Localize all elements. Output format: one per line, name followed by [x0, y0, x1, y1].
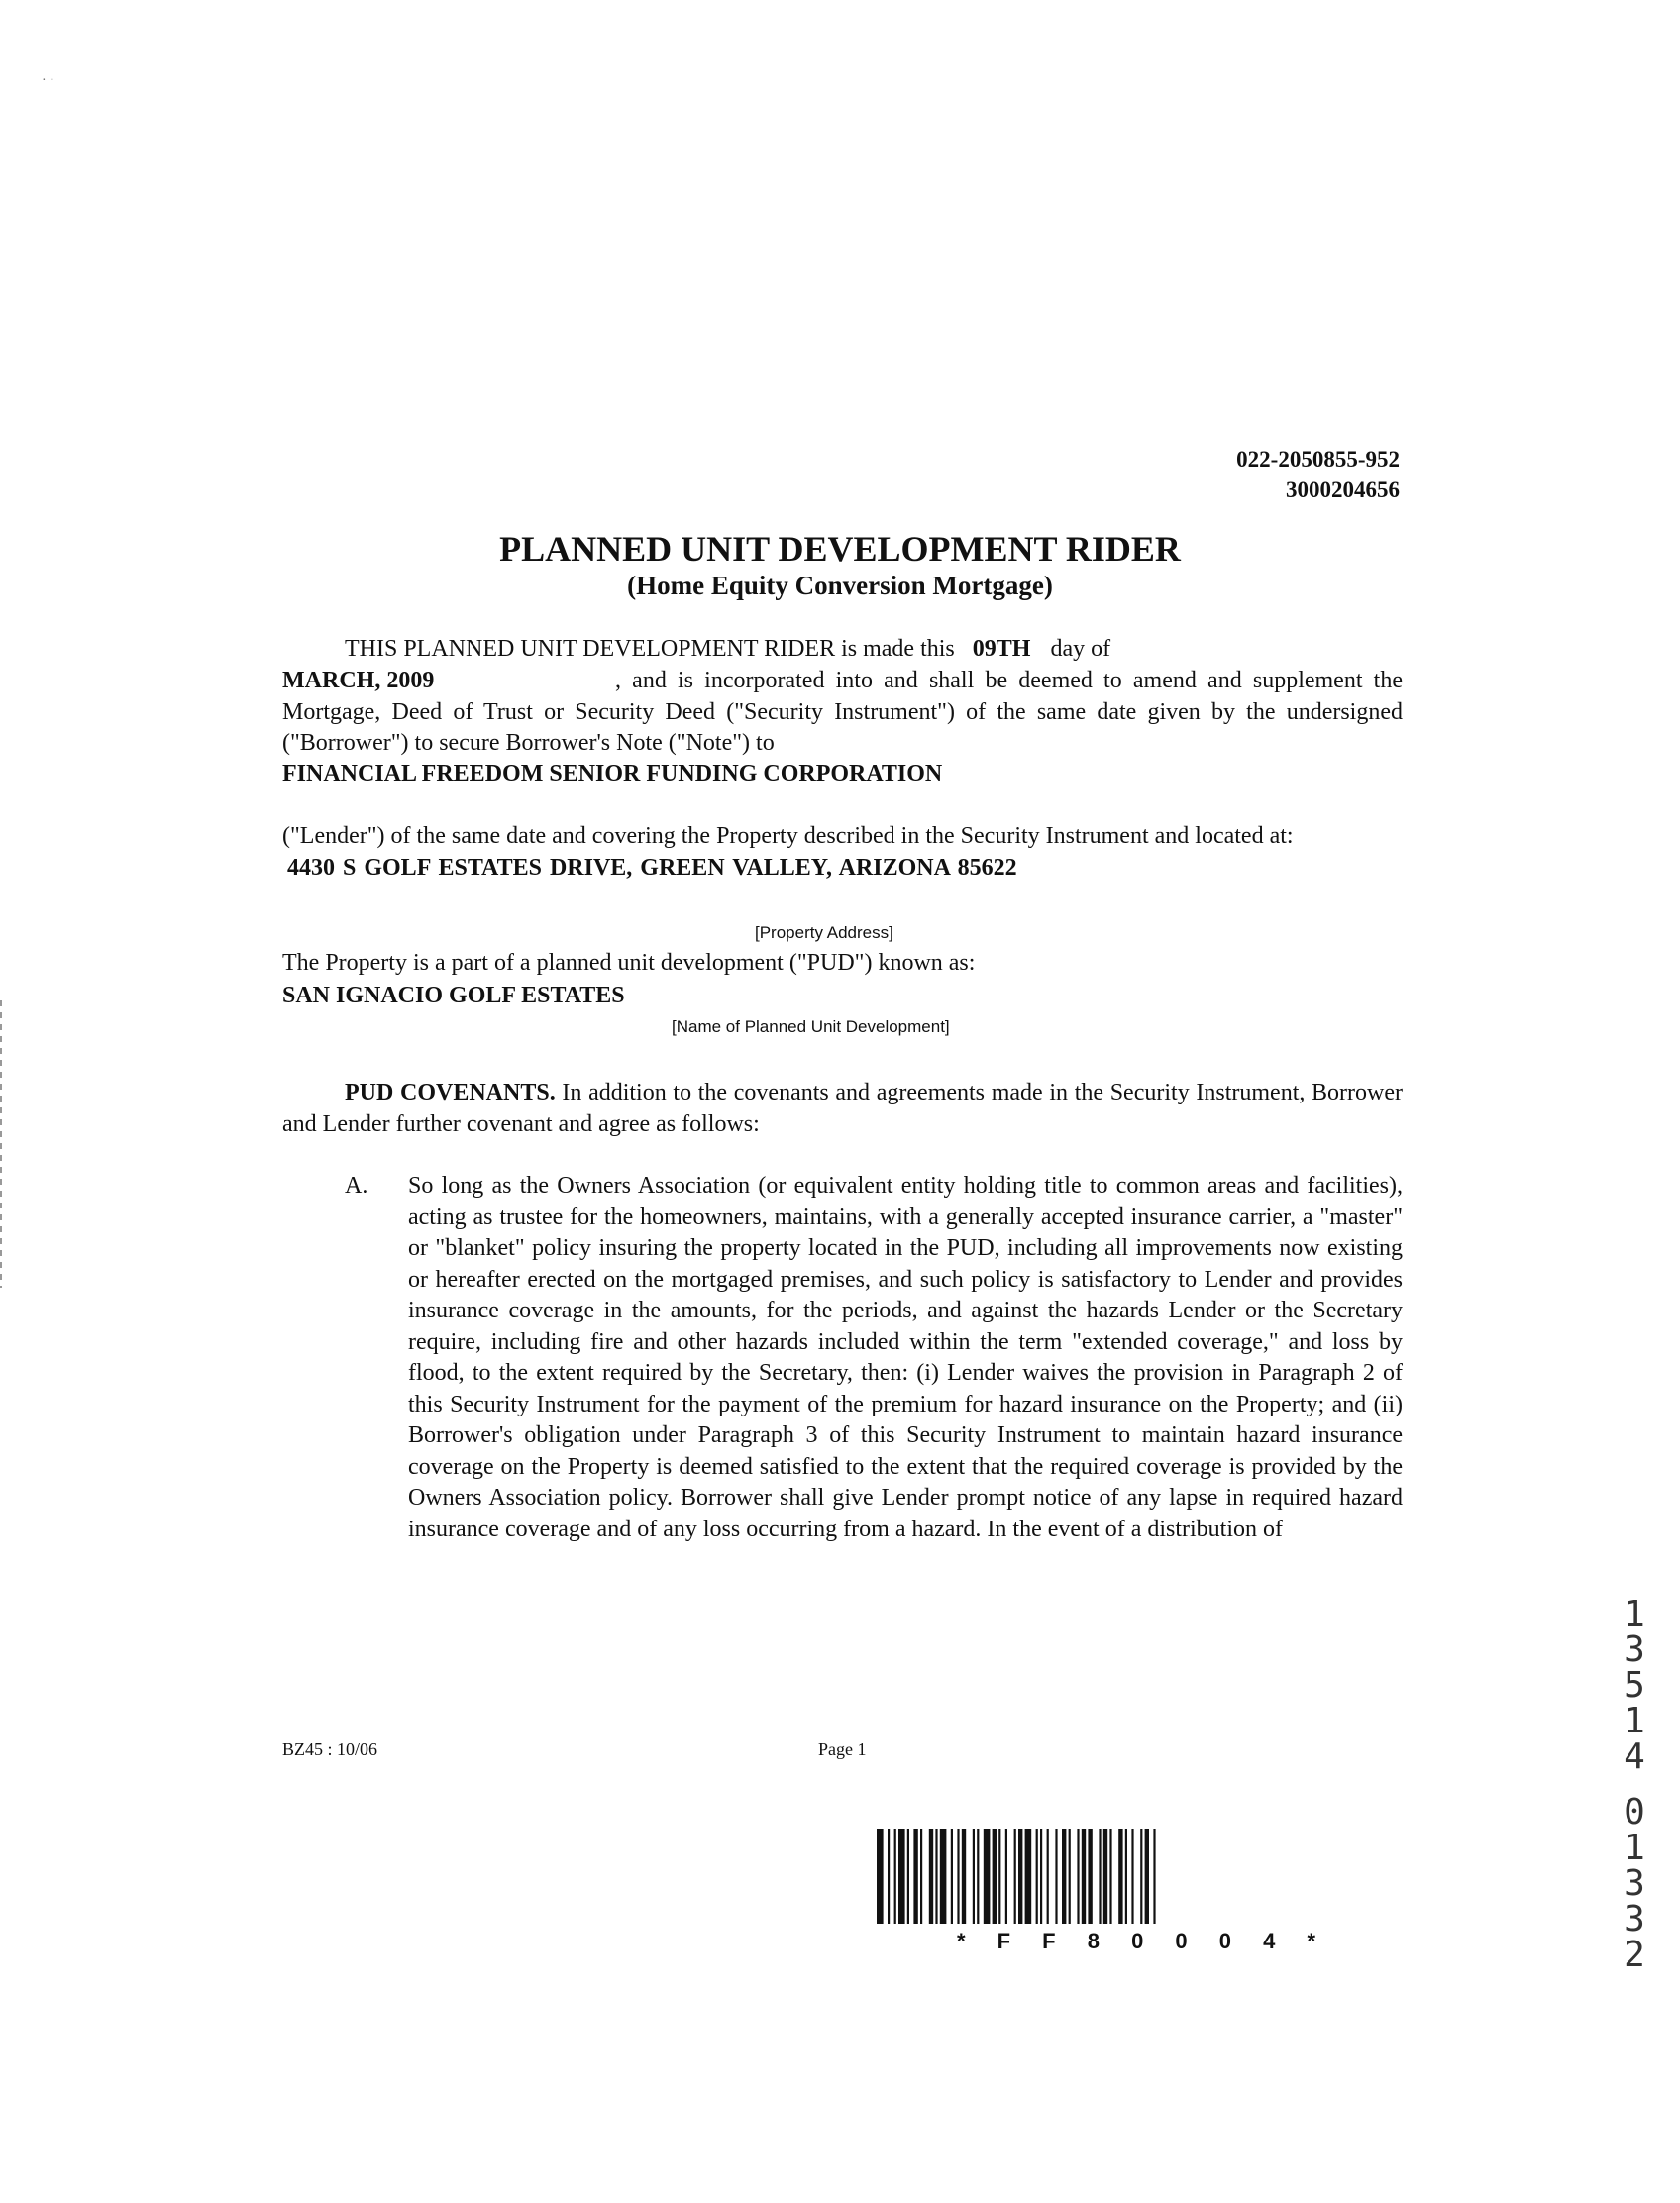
paragraph-a-text: So long as the Owners Association (or equivalent entity holding title to common areas and facilities), acting as trustee for the homeowners, maintains, with a generally accepted insurance carrier, a "master" or "blanket" policy insuring the property located in the PUD, including all improvements now existing or hereafter erected on the mortgaged premises, and such policy is satisfactory to Lender and provides insurance coverage in the amounts, for the periods, and against the hazards Lender or the Secretary require, including fire and other hazards included within the term "extended coverage," and loss by flood, to the extent required by the Secretary, then: (i) Lender waives the provision in Paragraph 2 of this Security Instrument for the payment of the premium for hazard insurance on the Property; and (ii) Borrower's obligation under Paragraph 3 of this Security Instrument to maintain hazard insurance coverage on the Property is deemed satisfied to the extent that the required coverage is provided by the Owners Association policy. Borrower shall give Lender prompt notice of any lapse in required hazard insurance coverage and of any loss occurring from a hazard. In the event of a distribution of — [408, 1173, 1403, 1542]
scan-edge-artifact — [0, 1000, 2, 1288]
barcode-text: * F F 8 0 0 0 4 * — [956, 1929, 1316, 1953]
barcode-bar — [1153, 1829, 1155, 1924]
document-title: PLANNED UNIT DEVELOPMENT RIDER — [499, 529, 1181, 569]
barcode-bars — [877, 1829, 1396, 1924]
side-stamp-digit: 4 — [1624, 1736, 1645, 1777]
form-code: BZ45 : 10/06 — [282, 1739, 378, 1759]
intro-paragraph — [282, 666, 1403, 760]
document-subtitle: (Home Equity Conversion Mortgage) — [627, 571, 1053, 600]
reference-numbers — [1236, 444, 1400, 505]
barcode-bar — [973, 1829, 975, 1924]
pud-name-caption: [Name of Planned Unit Development] — [672, 1017, 950, 1036]
pud-covenants-heading: PUD COVENANTS. — [345, 1080, 556, 1105]
pud-covenants-intro — [282, 1078, 1403, 1140]
barcode-bar — [907, 1829, 909, 1924]
pud-name: SAN IGNACIO GOLF ESTATES — [282, 983, 625, 1008]
rider-day: 09TH — [972, 636, 1031, 662]
scan-artifact-dots: · · — [42, 73, 54, 88]
barcode-bar — [1077, 1829, 1079, 1924]
barcode-bar — [1145, 1829, 1149, 1924]
barcode-bar — [993, 1829, 997, 1924]
barcode-bar — [1040, 1829, 1042, 1924]
pud-intro-text: The Property is a part of a planned unit development ("PUD") known as: — [282, 950, 976, 976]
intro-text-3: , and is incorporated into and shall be deemed to amend and supplement the Mortgage, Deed of Trust or Security Deed ("Security Instrument") of the same date given by the undersigned ("Borrower") to secure Borrower's Note ("Note") to — [282, 668, 1403, 756]
side-stamp-digit: 1 — [1624, 1828, 1645, 1868]
barcode-bar — [1036, 1829, 1038, 1924]
barcode-bar — [1014, 1829, 1016, 1924]
barcode-bar — [1055, 1829, 1057, 1924]
intro-line-1 — [345, 634, 1110, 666]
intro-text-2: day of — [1050, 636, 1111, 662]
side-stamp-number — [1613, 1594, 1656, 1975]
barcode-bar — [1131, 1829, 1133, 1924]
barcode-bar — [935, 1829, 937, 1924]
pud-covenants-text: In addition to the covenants and agreements made in the Security Instrument, Borrower and Lender further covenant and agree as follows: — [282, 1080, 1404, 1137]
side-stamp-digit: 1 — [1624, 1701, 1645, 1741]
barcode-bar — [1088, 1829, 1092, 1924]
barcode-bar — [920, 1829, 922, 1924]
paragraph-a-label: A. — [345, 1173, 368, 1199]
barcode-bar — [877, 1829, 884, 1924]
barcode-bar — [1025, 1829, 1032, 1924]
barcode-bar — [894, 1829, 896, 1924]
barcode-bar — [898, 1829, 905, 1924]
barcode-bar — [957, 1829, 959, 1924]
side-stamp-digit: 2 — [1624, 1935, 1645, 1975]
lender-location-text: ("Lender") of the same date and covering the Property described in the Security Instrument and located at: — [282, 823, 1294, 849]
side-stamp-digit: 0 — [1624, 1792, 1645, 1833]
barcode-bar — [1069, 1829, 1071, 1924]
barcode-bar — [929, 1829, 933, 1924]
side-stamp-digit: 3 — [1624, 1629, 1645, 1670]
barcode-bar — [962, 1829, 966, 1924]
barcode-bar — [940, 1829, 947, 1924]
case-number: 3000204656 — [1286, 477, 1400, 502]
barcode-bar — [1005, 1829, 1007, 1924]
property-address-caption: [Property Address] — [755, 923, 893, 942]
barcode-bar — [977, 1829, 979, 1924]
barcode-bar — [1047, 1829, 1049, 1924]
intro-text-1: THIS PLANNED UNIT DEVELOPMENT RIDER is made this — [345, 636, 955, 662]
lender-name: FINANCIAL FREEDOM SENIOR FUNDING CORPORATION — [282, 761, 943, 787]
barcode — [877, 1829, 1396, 1954]
barcode-bar — [998, 1829, 1000, 1924]
barcode-bar — [913, 1829, 917, 1924]
barcode-bar — [984, 1829, 991, 1924]
barcode-bar — [951, 1829, 953, 1924]
side-stamp-digit: 1 — [1624, 1594, 1645, 1634]
barcode-bar — [1109, 1829, 1111, 1924]
barcode-bar — [1140, 1829, 1142, 1924]
barcode-bar — [1018, 1829, 1022, 1924]
barcode-bar — [1103, 1829, 1107, 1924]
page-number: Page 1 — [818, 1739, 867, 1759]
side-stamp-digit: 3 — [1624, 1863, 1645, 1904]
side-stamp-digit: 5 — [1624, 1665, 1645, 1706]
barcode-bar — [1118, 1829, 1122, 1924]
barcode-bar — [1082, 1829, 1086, 1924]
property-address: 4430 S GOLF ESTATES DRIVE, GREEN VALLEY, ARIZONA 85622 — [287, 855, 1017, 881]
barcode-bar — [888, 1829, 890, 1924]
rider-month-year: MARCH, 2009 — [282, 668, 435, 693]
loan-number: 022-2050855-952 — [1236, 447, 1400, 472]
barcode-bar — [1125, 1829, 1127, 1924]
barcode-bar — [1099, 1829, 1101, 1924]
side-stamp-digit: 3 — [1624, 1899, 1645, 1940]
barcode-bar — [1062, 1829, 1066, 1924]
